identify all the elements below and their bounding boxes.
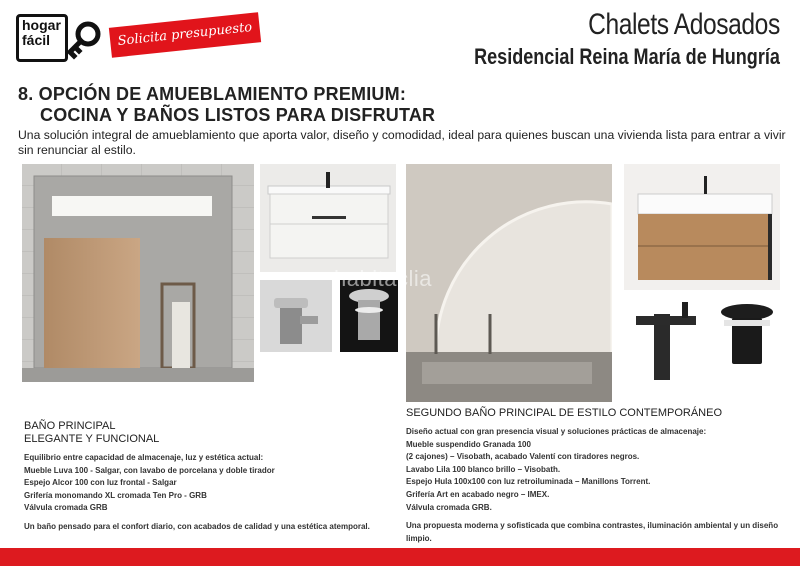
detail-line: Espejo Hula 100x100 con luz retroiluminada – Manillons Torrent. [406, 477, 651, 487]
main-bathroom-details [24, 452, 374, 534]
detail-line: Válvula cromada GRB [24, 503, 108, 513]
main-bathroom-title-2: ELEGANTE Y FUNCIONAL [24, 433, 160, 445]
hogar-facil-logo[interactable] [16, 14, 98, 64]
detail-line: Mueble suspendido Granada 100 [406, 439, 531, 449]
wood-vanity-photo [624, 164, 780, 290]
main-bathroom-outro: Un baño pensado para el confort diario, con acabados de calidad y una estética atemporal. [24, 521, 370, 531]
detail-line: Mueble Luva 100 - Salgar, con lavabo de porcelana y doble tirador [24, 465, 275, 475]
detail-line: (2 cajones) – Visobath, acabado Valentí con tiradores negros. [406, 452, 640, 462]
detail-line: Equilibrio entre capacidad de almacenaje, luz y estética actual: [24, 453, 264, 462]
detail-line: Válvula cromada GRB. [406, 502, 492, 512]
main-bathroom-title-1: BAÑO PRINCIPAL [24, 420, 116, 432]
watermark: habitaclia [334, 266, 432, 291]
main-bathroom-photo [22, 164, 254, 382]
request-quote-button[interactable]: Solicita presupuesto [109, 12, 261, 58]
section-heading [18, 84, 435, 126]
section-heading-line1: 8. OPCIÓN DE AMUEBLAMIENTO PREMIUM: [18, 84, 407, 104]
bottom-brand-bar [0, 548, 800, 566]
detail-line: Grifería monomando XL cromada Ten Pro - GRB [24, 490, 207, 500]
second-bathroom-details [406, 426, 782, 545]
detail-line: Espejo Alcor 100 con luz frontal - Salgar [24, 478, 177, 488]
white-vanity-photo [260, 164, 396, 272]
second-bathroom-caption [406, 407, 782, 545]
page-title: Chalets Adosados [588, 8, 780, 41]
second-bathroom-title: SEGUNDO BAÑO PRINCIPAL DE ESTILO CONTEMPORÁNEO [406, 407, 722, 419]
section-intro: Una solución integral de amueblamiento que aporta valor, diseño y comodidad, ideal para quienes buscan una vivienda lista para entrar a vivir sin renunciar al estilo. [18, 128, 786, 157]
key-icon [64, 20, 104, 60]
logo-line2: fácil [22, 32, 51, 48]
logo-line1: hogar [22, 17, 61, 33]
black-tap-photo [626, 294, 702, 388]
main-bathroom-caption [24, 420, 374, 534]
detail-line: Diseño actual con gran presencia visual y soluciones prácticas de almacenaje: [406, 427, 707, 436]
detail-line: Grifería Art en acabado negro – IMEX. [406, 489, 550, 499]
chrome-tap-photo [260, 280, 332, 352]
page-subtitle: Residencial Reina María de Hungría [474, 44, 780, 69]
logo-text [22, 18, 61, 48]
black-drain-photo [712, 294, 782, 384]
section-heading-line2: COCINA Y BAÑOS LISTOS PARA DISFRUTAR [40, 105, 436, 125]
second-bathroom-outro: Una propuesta moderna y sofisticada que combina contrastes, iluminación ambiental y un diseño limpio. [406, 521, 779, 543]
second-bathroom-photo [406, 164, 612, 402]
detail-line: Lavabo Lila 100 blanco brillo – Visobath. [406, 464, 561, 474]
